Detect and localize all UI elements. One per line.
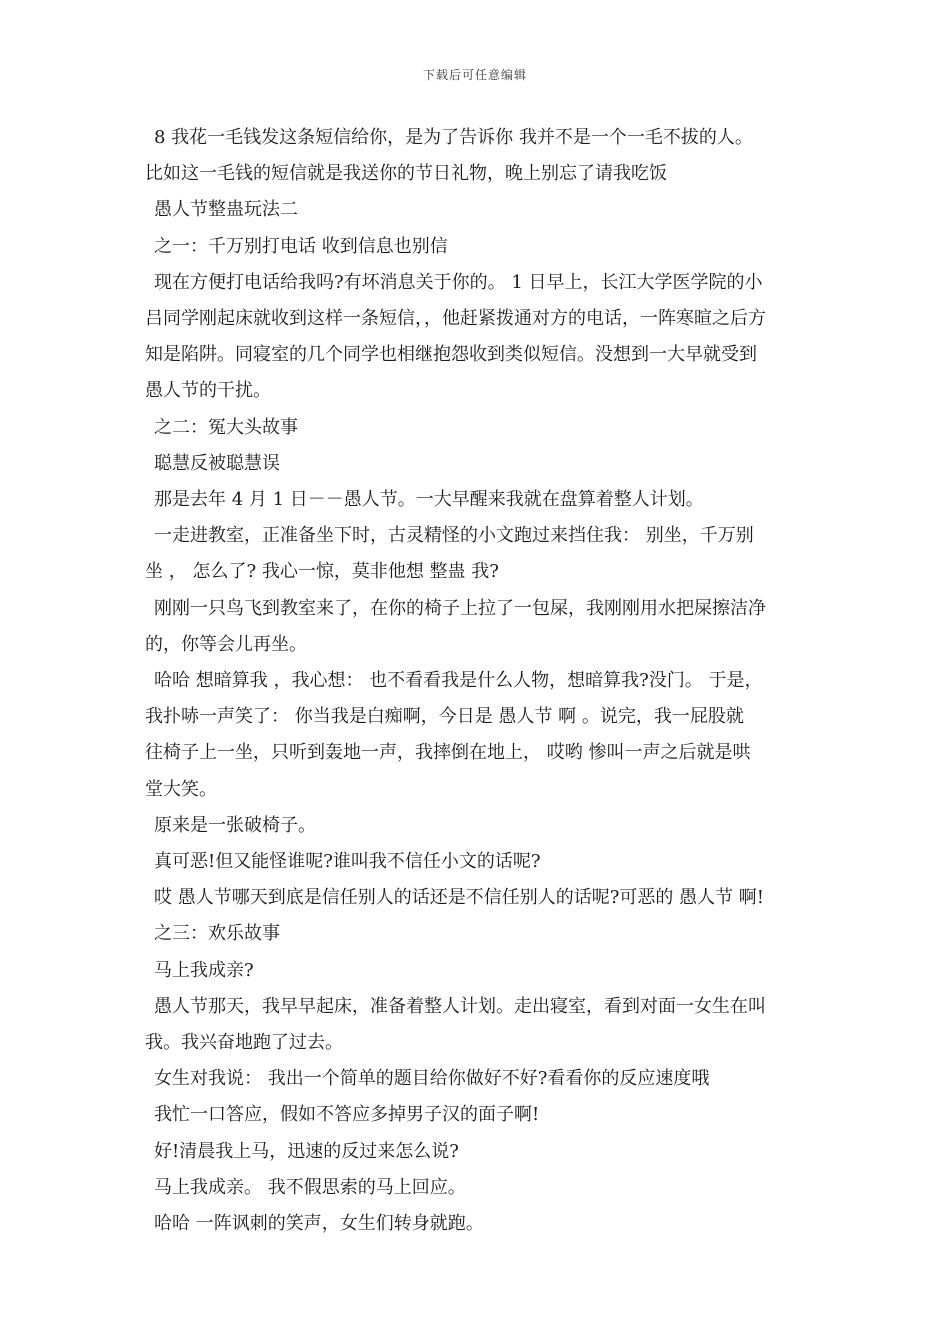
text-line: 吕同学刚起床就收到这样一条短信，，他赶紧拨通对方的电话，一阵寒暄之后方 — [145, 308, 766, 330]
text-line: 刚刚一只鸟飞到教室来了，在你的椅子上拉了一包屎，我刚刚用水把屎擦洁净 — [154, 597, 766, 619]
text-line: 现在方便打电话给我吗?有坏消息关于你的。 1 日早上，长江大学医学院的小 — [154, 271, 763, 293]
text-line: 往椅子上一坐，只听到轰地一声，我摔倒在地上， 哎哟 惨叫一声之后就是哄 — [145, 742, 751, 764]
text-line: 之三：欢乐故事 — [154, 923, 280, 945]
text-line: 我忙一口答应，假如不答应多掉男子汉的面子啊! — [154, 1104, 540, 1126]
text-line: 哈哈 想暗算我 ，我心想： 也不看看我是什么人物，想暗算我?没门。 于是， — [154, 670, 763, 692]
text-line: 聪慧反被聪慧误 — [154, 452, 280, 474]
text-line: 哈哈 一阵讽刺的笑声，女生们转身就跑。 — [154, 1213, 484, 1235]
text-line: 原来是一张破椅子。 — [154, 814, 316, 836]
text-line: 马上我成亲。 我不假思索的马上回应。 — [154, 1176, 466, 1198]
text-line: 愚人节的干扰。 — [145, 380, 271, 402]
text-line: 那是去年 4 月 1 日－－愚人节。一大早醒来我就在盘算着整人计划。 — [154, 489, 704, 511]
text-line: 堂大笑。 — [145, 778, 217, 800]
text-line: 女生对我说： 我出一个简单的题目给你做好不好?看看你的反应速度哦 — [154, 1068, 710, 1090]
text-line: 真可恶!但又能怪谁呢?谁叫我不信任小文的话呢? — [154, 851, 541, 873]
text-line: 坐 ， 怎么了? 我心一惊，莫非他想 整蛊 我? — [145, 561, 499, 583]
text-line: 比如这一毛钱的短信就是我送你的节日礼物，晚上别忘了请我吃饭 — [145, 163, 667, 185]
text-line: 我扑哧一声笑了： 你当我是白痴啊，今日是 愚人节 啊 。说完，我一屁股就 — [145, 706, 744, 728]
text-line: 的，你等会儿再坐。 — [145, 633, 307, 655]
text-line: 哎 愚人节哪天到底是信任别人的话还是不信任别人的话呢?可恶的 愚人节 啊! — [154, 887, 765, 909]
text-line: 之一：千万别打电话 收到信息也别信 — [154, 235, 448, 257]
text-line: 一走进教室，正准备坐下时，古灵精怪的小文跑过来挡住我： 别坐，千万别 — [154, 525, 754, 547]
document-body — [145, 120, 810, 1242]
text-line: 好!清晨我上马，迅速的反过来怎么说? — [154, 1140, 459, 1162]
page-header-note: 下载后可任意编辑 — [422, 68, 527, 82]
text-line: 愚人节整蛊玩法二 — [154, 199, 298, 221]
text-line: 愚人节那天，我早早起床，准备着整人计划。走出寝室，看到对面一女生在叫 — [154, 995, 766, 1017]
text-line: 知是陷阱。同寝室的几个同学也相继抱怨收到类似短信。没想到一大早就受到 — [145, 344, 757, 366]
text-line: 之二：冤大头故事 — [154, 416, 298, 438]
text-line: 8 我花一毛钱发这条短信给你，是为了告诉你 我并不是一个一毛不拔的人。 — [154, 127, 753, 148]
text-line: 马上我成亲? — [154, 959, 254, 981]
text-line: 我。我兴奋地跑了过去。 — [145, 1032, 343, 1054]
